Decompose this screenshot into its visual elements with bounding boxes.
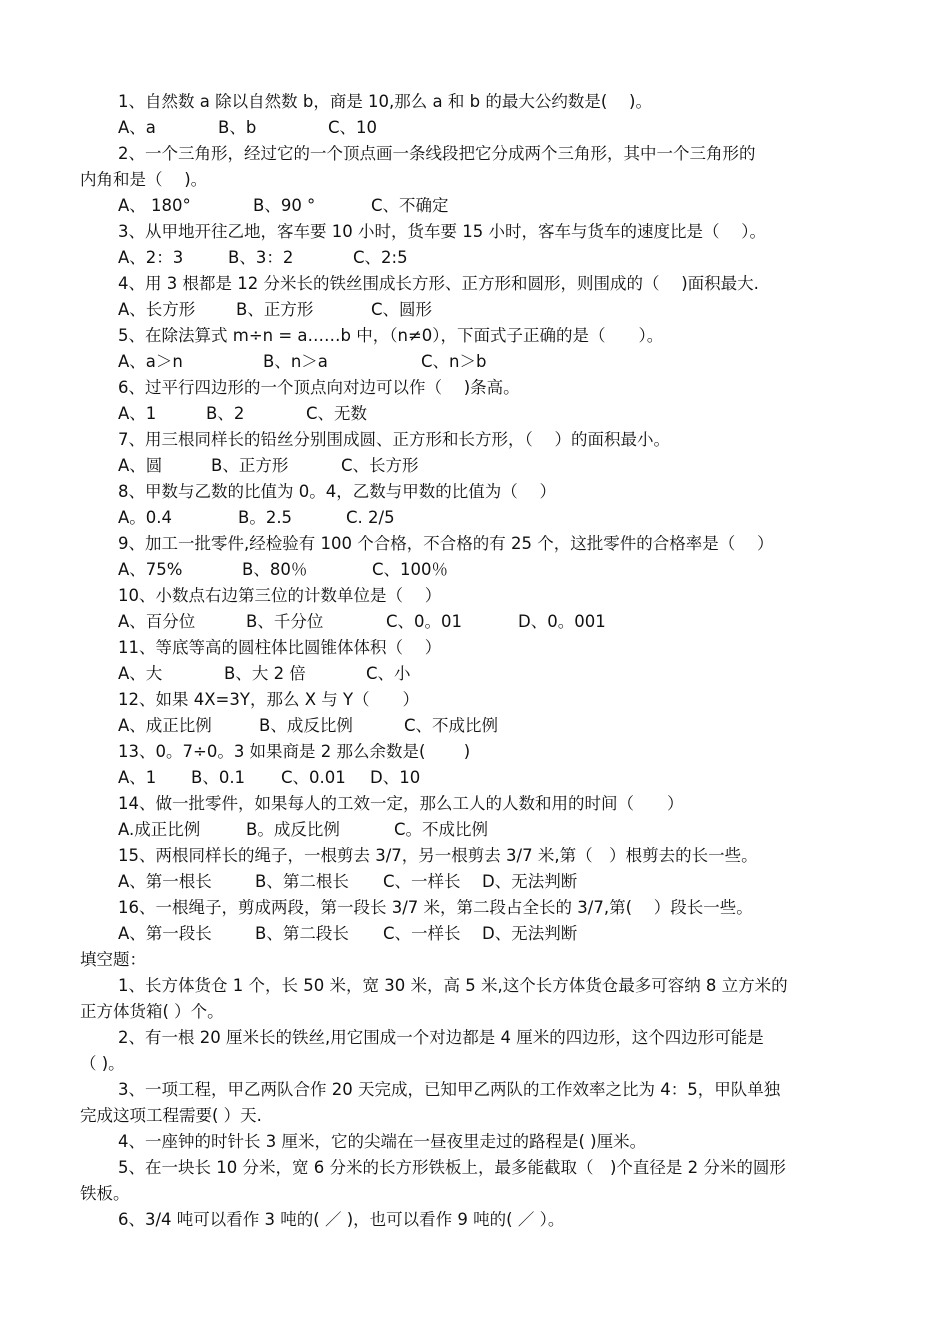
fill-question-1-line-1: 1、长方体货仓 1 个，长 50 米，宽 30 米，高 5 米,这个长方体货仓最多可容纳 8 立方米的 [118,976,788,995]
question-8-stem-line-1: 8、甲数与乙数的比值为 0。4，乙数与甲数的比值为（ ） [118,482,556,501]
fill-question-3-line-2: 完成这项工程需要( ）天. [80,1106,262,1125]
option-c: C、小 [366,664,411,683]
option-a: A、1 [118,768,157,787]
option-d: D、0。001 [518,612,606,631]
option-b: B、b [218,118,257,137]
option-b: B、3：2 [228,248,294,267]
option-c: C、不确定 [371,196,449,215]
option-a: A、1 [118,404,157,423]
question-15-stem-line-1: 15、两根同样长的绳子，一根剪去 3/7，另一根剪去 3/7 米,第（ ）根剪去的长一些。 [118,846,758,865]
option-a: A、a＞n [118,352,183,371]
option-c: C、长方形 [341,456,419,475]
option-c: C、不成比例 [404,716,499,735]
option-b: B、大 2 倍 [224,664,306,683]
question-5-stem-line-1: 5、在除法算式 m÷n = a……b 中，（n≠0），下面式子正确的是（ ）。 [118,326,664,345]
option-b: B、2 [206,404,245,423]
option-a: A、第一根长 [118,872,212,891]
option-c: C、0.01 [281,768,346,787]
fill-question-1-line-2: 正方体货箱( ）个。 [80,1002,224,1021]
question-4-options [80,297,870,323]
option-c: C、一样长 [383,872,461,891]
question-10-options [80,609,870,635]
option-b: B、千分位 [246,612,324,631]
option-b: B、正方形 [211,456,289,475]
question-1-stem-line-1: 1、自然数 a 除以自然数 b，商是 10,那么 a 和 b 的最大公约数是( )。 [118,92,652,111]
option-a: A.成正比例 [118,820,201,839]
fill-question-5-line-2: 铁板。 [80,1184,130,1203]
question-6-options [80,401,870,427]
question-16-stem-line-1: 16、一根绳子，剪成两段，第一段长 3/7 米，第二段占全长的 3/7,第( ）段长一些。 [118,898,753,917]
option-b: B、80％ [242,560,308,579]
option-a: A、百分位 [118,612,196,631]
fill-question-4-line-1: 4、一座钟的时针长 3 厘米，它的尖端在一昼夜里走过的路程是( )厘米。 [118,1132,647,1151]
option-b: B、第二根长 [255,872,349,891]
question-8-options [80,505,870,531]
question-2-stem-line-1: 2、一个三角形，经过它的一个顶点画一条线段把它分成两个三角形，其中一个三角形的 [118,144,756,163]
fill-question-5-line-1: 5、在一块长 10 分米，宽 6 分米的长方形铁板上，最多能截取（ )个直径是 2 分米的圆形 [118,1158,786,1177]
fill-section-heading: 填空题： [80,950,146,969]
question-12-stem-line-1: 12、如果 4X=3Y，那么 X 与 Y（ ） [118,690,420,709]
option-b: B、90 ° [253,196,316,215]
question-11-stem-line-1: 11、等底等高的圆柱体比圆锥体体积（ ） [118,638,442,657]
option-a: A、圆 [118,456,163,475]
fill-question-6-line-1: 6、3/4 吨可以看作 3 吨的( ／ )，也可以看作 9 吨的( ／ ）。 [118,1210,565,1229]
question-13-stem-line-1: 13、0。7÷0。3 如果商是 2 那么余数是( ) [118,742,471,761]
option-b: B、0.1 [191,768,246,787]
option-a: A、成正比例 [118,716,212,735]
option-b: B、成反比例 [259,716,353,735]
option-a: A、2：3 [118,248,184,267]
option-c: C、100％ [372,560,449,579]
option-a: A。0.4 [118,508,173,527]
option-a: A、75% [118,560,183,579]
question-2-stem-line-2: 内角和是（ )。 [80,170,208,189]
question-2-options [80,193,870,219]
option-c: C。不成比例 [394,820,489,839]
question-9-options [80,557,870,583]
option-b: B、第二段长 [255,924,349,943]
option-a: A、长方形 [118,300,196,319]
option-d: D、10 [370,768,421,787]
question-14-options [80,817,870,843]
question-5-options [80,349,870,375]
question-9-stem-line-1: 9、加工一批零件,经检验有 100 个合格，不合格的有 25 个，这批零件的合格率是（ ） [118,534,774,553]
option-c: C、圆形 [371,300,433,319]
question-7-options [80,453,870,479]
question-10-stem-line-1: 10、小数点右边第三位的计数单位是（ ） [118,586,442,605]
option-a: A、第一段长 [118,924,212,943]
question-3-stem-line-1: 3、从甲地开往乙地，客车要 10 小时，货车要 15 小时，客车与货车的速度比是（ ）。 [118,222,766,241]
fill-question-2-line-2: （ )。 [80,1054,125,1073]
option-c: C. 2/5 [346,508,395,527]
option-b: B。成反比例 [246,820,340,839]
option-c: C、10 [328,118,378,137]
fill-question-2-line-1: 2、有一根 20 厘米长的铁丝,用它围成一个对边都是 4 厘米的四边形，这个四边形可能是 [118,1028,764,1047]
option-b: B、正方形 [236,300,314,319]
option-d: D、无法判断 [482,924,578,943]
option-a: A、a [118,118,156,137]
question-4-stem-line-1: 4、用 3 根都是 12 分米长的铁丝围成长方形、正方形和圆形，则围成的（ )面积最大. [118,274,759,293]
option-c: C、n＞b [421,352,487,371]
option-c: C、无数 [306,404,368,423]
question-13-options [80,765,870,791]
question-6-stem-line-1: 6、过平行四边形的一个顶点向对边可以作（ )条高。 [118,378,520,397]
option-d: D、无法判断 [482,872,578,891]
option-b: B。2.5 [238,508,293,527]
option-a: A、大 [118,664,163,683]
question-11-options [80,661,870,687]
question-1-options [80,115,870,141]
question-3-options [80,245,870,271]
question-12-options [80,713,870,739]
question-15-options [80,869,870,895]
option-a: A、 180° [118,196,191,215]
question-16-options [80,921,870,947]
option-c: C、一样长 [383,924,461,943]
fill-question-3-line-1: 3、一项工程，甲乙两队合作 20 天完成，已知甲乙两队的工作效率之比为 4：5，甲队单独 [118,1080,781,1099]
option-b: B、n＞a [263,352,328,371]
question-7-stem-line-1: 7、用三根同样长的铅丝分别围成圆、正方形和长方形，（ ）的面积最小。 [118,430,670,449]
option-c: C、2:5 [353,248,408,267]
option-c: C、0。01 [386,612,463,631]
question-14-stem-line-1: 14、做一批零件，如果每人的工效一定，那么工人的人数和用的时间（ ） [118,794,684,813]
